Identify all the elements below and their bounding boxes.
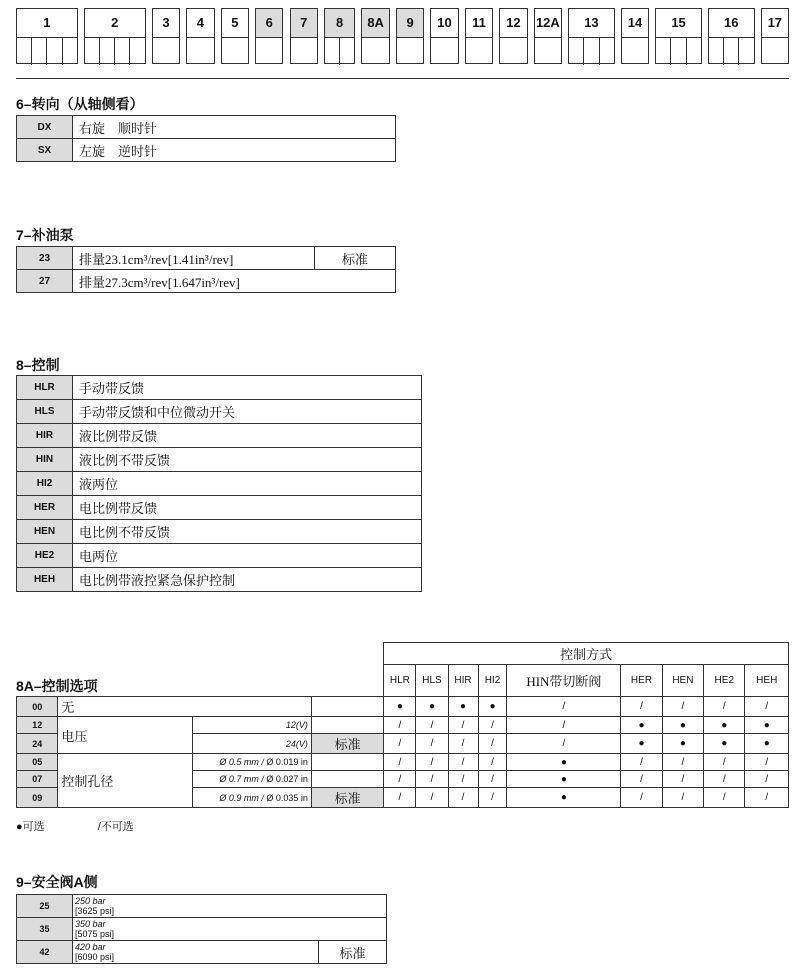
table-row	[17, 520, 422, 544]
option-desc: 电比例带反馈	[73, 496, 422, 520]
code-entry-cell	[686, 38, 701, 65]
code-entry-cells	[466, 37, 492, 65]
availability-mark: ●	[704, 717, 745, 734]
code-position-12	[499, 8, 527, 64]
availability-mark: /	[448, 754, 478, 771]
column-header: HEH	[745, 665, 789, 697]
availability-mark: /	[448, 788, 478, 808]
option-desc: 左旋 逆时针	[73, 139, 396, 162]
table-row	[17, 247, 396, 270]
code-position-label: 5	[231, 15, 239, 30]
pressure-psi: [5075 psi]	[75, 929, 115, 939]
availability-mark: /	[621, 788, 662, 808]
code-entry-cell	[291, 38, 317, 65]
code-position-11	[465, 8, 493, 64]
code-entry-cell	[114, 38, 129, 65]
column-header: HLR	[384, 665, 416, 697]
code-entry-cell	[569, 38, 583, 65]
option-code: HLS	[17, 400, 73, 424]
standard-cell	[311, 717, 383, 734]
section-9-table	[16, 894, 387, 964]
code-entry-cell	[656, 38, 670, 65]
option-value	[192, 734, 311, 754]
section-8-title: 8–控制	[16, 357, 60, 373]
code-entry-cells	[431, 37, 457, 65]
availability-mark: /	[745, 771, 789, 788]
availability-mark: ●	[662, 717, 703, 734]
availability-mark: /	[621, 697, 662, 717]
availability-mark: /	[662, 771, 703, 788]
option-code: HEN	[17, 520, 73, 544]
availability-mark: ●	[621, 734, 662, 754]
option-code: 00	[17, 697, 58, 717]
availability-mark: /	[478, 734, 507, 754]
table-row	[17, 116, 396, 139]
code-entry-cell	[535, 38, 561, 65]
code-position-7	[290, 8, 318, 64]
code-position-8	[324, 8, 355, 64]
column-header: HEN	[662, 665, 703, 697]
option-code: 25	[17, 895, 73, 918]
availability-mark: /	[448, 717, 478, 734]
table-row	[17, 941, 387, 964]
availability-mark: ●	[745, 717, 789, 734]
code-entry-cell	[129, 38, 144, 65]
code-position-label: 10	[437, 15, 452, 30]
option-code: 07	[17, 771, 58, 788]
option-desc: 排量23.1cm³/rev[1.41in³/rev]	[73, 247, 315, 270]
code-position-label: 17	[767, 15, 783, 30]
code-entry-cell	[325, 38, 339, 65]
code-entry-cell	[622, 38, 648, 65]
code-entry-cell	[709, 38, 723, 65]
table-row	[17, 754, 789, 771]
code-position-5	[221, 8, 249, 64]
availability-mark: /	[507, 697, 621, 717]
code-entry-cell	[762, 38, 788, 65]
code-position-label: 2	[111, 15, 119, 30]
code-entry-cell	[256, 38, 282, 65]
availability-mark: /	[384, 788, 416, 808]
availability-mark: /	[621, 754, 662, 771]
section-7-title: 7–补油泵	[16, 227, 74, 243]
code-entry-cells	[397, 37, 423, 65]
code-position-1	[16, 8, 78, 64]
code-entry-cells	[153, 37, 179, 65]
code-position-8A	[361, 8, 389, 64]
section-6-table	[16, 115, 396, 162]
code-entry-cell	[723, 38, 738, 65]
table-row	[17, 376, 422, 400]
code-position-14	[621, 8, 649, 64]
availability-mark: ●	[448, 697, 478, 717]
availability-mark: ●	[621, 717, 662, 734]
code-position-label: 15	[671, 15, 686, 30]
availability-mark: /	[478, 754, 507, 771]
option-group: 控制孔径	[58, 754, 193, 808]
table-row	[17, 918, 387, 941]
option-value-a: Ø 0.9 mm /	[219, 792, 267, 803]
table-row	[17, 895, 387, 918]
table-row	[17, 472, 422, 496]
availability-mark: ●	[416, 697, 448, 717]
option-group: 电压	[58, 717, 193, 754]
code-entry-cell	[397, 38, 423, 65]
option-desc: 液比例带反馈	[73, 424, 422, 448]
legend	[16, 818, 184, 834]
code-position-label: 1	[43, 15, 51, 30]
code-entry-cell	[670, 38, 685, 65]
code-entry-cells	[222, 37, 248, 65]
option-value-a: 24(V)	[285, 738, 308, 749]
availability-mark: /	[478, 717, 507, 734]
code-entry-cells	[622, 37, 648, 65]
code-entry-cells	[362, 37, 388, 65]
option-code: HI2	[17, 472, 73, 496]
code-position-6	[255, 8, 283, 64]
availability-mark: ●	[507, 788, 621, 808]
standard-mark: 标准	[311, 734, 383, 754]
code-position-3	[152, 8, 180, 64]
code-entry-cell	[222, 38, 248, 65]
option-code: HE2	[17, 544, 73, 568]
availability-mark: /	[416, 734, 448, 754]
code-position-16	[708, 8, 755, 64]
option-value	[192, 788, 311, 808]
availability-mark: ●	[745, 734, 789, 754]
code-position-2	[84, 8, 146, 64]
option-value-b: Ø 0.035 in	[266, 792, 308, 803]
code-position-label: 8A	[362, 9, 388, 37]
code-entry-cell	[431, 38, 457, 65]
standard-mark: 标准	[315, 247, 396, 270]
code-position-label: 6	[256, 9, 282, 37]
code-position-9	[396, 8, 424, 64]
availability-mark: /	[478, 771, 507, 788]
option-desc: 电比例带液控紧急保护控制	[73, 568, 422, 592]
option-code: 12	[17, 717, 58, 734]
code-position-label: 12A	[535, 15, 560, 30]
code-position-label: 13	[584, 15, 599, 30]
availability-mark: /	[448, 771, 478, 788]
legend-available: ●可选	[16, 821, 45, 833]
availability-mark: /	[384, 754, 416, 771]
code-position-17	[761, 8, 789, 64]
pressure-bar: 250 bar	[75, 896, 106, 906]
code-entry-cell	[62, 38, 77, 65]
option-code: HLR	[17, 376, 73, 400]
option-value-b: Ø 0.019 in	[266, 757, 308, 767]
code-entry-cells	[656, 37, 701, 65]
code-entry-cell	[738, 38, 753, 65]
standard-mark: 标准	[311, 788, 383, 808]
code-entry-cells	[709, 37, 754, 65]
pressure-value	[73, 895, 387, 918]
code-entry-cell	[599, 38, 614, 65]
option-code: 27	[17, 270, 73, 293]
option-value	[192, 754, 311, 771]
code-position-label: 14	[627, 15, 643, 30]
code-position-13	[568, 8, 615, 64]
availability-mark: /	[384, 734, 416, 754]
code-entry-cells	[762, 37, 788, 65]
code-position-label: 11	[472, 15, 486, 30]
option-code: HEH	[17, 568, 73, 592]
code-entry-cells	[500, 37, 526, 65]
availability-mark: /	[478, 788, 507, 808]
column-header: HER	[621, 665, 662, 697]
column-header: HE2	[704, 665, 745, 697]
option-value-a: Ø 0.7 mm /	[219, 774, 267, 784]
column-header: HIN带切断阀	[507, 665, 621, 697]
table-row	[17, 717, 789, 734]
section-9-title: 9–安全阀A侧	[16, 874, 98, 890]
availability-mark: /	[384, 771, 416, 788]
option-desc: 液两位	[73, 472, 422, 496]
availability-mark: /	[621, 771, 662, 788]
code-entry-cells	[17, 37, 77, 65]
option-code: HIN	[17, 448, 73, 472]
section-7-table	[16, 246, 396, 293]
blank	[17, 643, 384, 665]
code-entry-cells	[569, 37, 614, 65]
availability-mark: /	[416, 788, 448, 808]
code-position-10	[430, 8, 458, 64]
code-position-label: 4	[196, 15, 204, 30]
code-entry-cells	[535, 37, 561, 65]
availability-mark: /	[704, 754, 745, 771]
code-entry-cells	[291, 37, 317, 65]
table-row	[17, 568, 422, 592]
availability-mark: ●	[507, 754, 621, 771]
option-code: HER	[17, 496, 73, 520]
control-mode-header: 控制方式	[384, 643, 789, 665]
code-position-label: 12	[506, 15, 521, 30]
table-row	[17, 139, 396, 162]
option-desc: 手动带反馈和中位微动开关	[73, 400, 422, 424]
table-row	[17, 400, 422, 424]
option-desc: 手动带反馈	[73, 376, 422, 400]
code-position-15	[655, 8, 702, 64]
option-desc: 电两位	[73, 544, 422, 568]
availability-mark: /	[745, 697, 789, 717]
code-entry-cell	[31, 38, 46, 65]
availability-mark: ●	[478, 697, 507, 717]
standard-cell	[311, 754, 383, 771]
code-entry-cell	[466, 38, 492, 65]
code-entry-cell	[85, 38, 99, 65]
option-desc: 液比例不带反馈	[73, 448, 422, 472]
availability-mark: /	[704, 771, 745, 788]
code-position-12A	[534, 8, 562, 64]
pressure-psi: [6090 psi]	[75, 952, 115, 962]
code-position-label: 8	[325, 9, 354, 37]
section-8-table	[16, 375, 422, 592]
availability-mark: /	[416, 771, 448, 788]
header-row	[17, 643, 789, 665]
table-row	[17, 424, 422, 448]
option-code: SX	[17, 139, 73, 162]
availability-mark: ●	[384, 697, 416, 717]
option-value-a: 12(V)	[285, 720, 308, 730]
availability-mark: ●	[662, 734, 703, 754]
code-position-label: 3	[162, 15, 170, 30]
code-position-4	[186, 8, 214, 64]
availability-mark: /	[704, 697, 745, 717]
pressure-value	[73, 941, 319, 964]
availability-mark: /	[416, 754, 448, 771]
section-8a-table	[16, 642, 789, 808]
code-entry-cell	[339, 38, 354, 65]
column-header: HI2	[478, 665, 507, 697]
section-6-title: 6–转向（从轴侧看）	[16, 96, 144, 112]
code-entry-cell	[17, 38, 31, 65]
availability-mark: /	[662, 754, 703, 771]
code-entry-cell	[583, 38, 598, 65]
code-entry-cell	[500, 38, 526, 65]
availability-mark: /	[384, 717, 416, 734]
option-desc: 右旋 顺时针	[73, 116, 396, 139]
availability-mark: /	[745, 754, 789, 771]
code-entry-cells	[325, 37, 354, 65]
table-row	[17, 544, 422, 568]
code-position-label: 16	[724, 15, 739, 30]
pressure-value	[73, 918, 387, 941]
column-header: HIR	[448, 665, 478, 697]
code-entry-cell	[187, 38, 213, 65]
table-row	[17, 496, 422, 520]
availability-mark: /	[448, 734, 478, 754]
option-value	[192, 717, 311, 734]
divider	[16, 78, 789, 79]
availability-mark: ●	[704, 734, 745, 754]
code-entry-cell	[362, 38, 388, 65]
legend-unavailable: /不可选	[97, 821, 134, 833]
availability-mark: /	[745, 788, 789, 808]
option-desc: 排量27.3cm³/rev[1.647in³/rev]	[73, 270, 396, 293]
column-header: HLS	[416, 665, 448, 697]
code-position-label: 7	[291, 9, 317, 37]
blank	[17, 665, 384, 697]
availability-mark: /	[704, 788, 745, 808]
option-code: 05	[17, 754, 58, 771]
option-code: 42	[17, 941, 73, 964]
section-8a-title: 8A–控制选项	[16, 678, 98, 694]
availability-mark: /	[416, 717, 448, 734]
availability-mark: /	[662, 788, 703, 808]
option-code: 24	[17, 734, 58, 754]
option-desc: 电比例不带反馈	[73, 520, 422, 544]
option-code: 23	[17, 247, 73, 270]
code-entry-cell	[99, 38, 114, 65]
option-desc: 无	[58, 697, 312, 717]
option-value-a: Ø 0.5 mm /	[219, 757, 267, 767]
standard-cell	[311, 697, 383, 717]
code-entry-cells	[256, 37, 282, 65]
option-code: 09	[17, 788, 58, 808]
code-entry-cell	[46, 38, 61, 65]
availability-mark: /	[507, 717, 621, 734]
pressure-bar: 350 bar	[75, 919, 106, 929]
code-entry-cell	[153, 38, 179, 65]
table-row	[17, 270, 396, 293]
option-code: HIR	[17, 424, 73, 448]
option-value	[192, 771, 311, 788]
table-row	[17, 697, 789, 717]
pressure-bar: 420 bar	[75, 942, 106, 952]
standard-mark: 标准	[319, 941, 387, 964]
option-code: 35	[17, 918, 73, 941]
code-entry-cells	[85, 37, 145, 65]
standard-cell	[311, 771, 383, 788]
availability-mark: /	[507, 734, 621, 754]
table-row	[17, 448, 422, 472]
code-position-label: 9	[397, 9, 423, 37]
option-code: DX	[17, 116, 73, 139]
code-entry-cells	[187, 37, 213, 65]
pressure-psi: [3625 psi]	[75, 906, 115, 916]
option-value-b: Ø 0.027 in	[266, 774, 308, 784]
availability-mark: ●	[507, 771, 621, 788]
header-row	[17, 665, 789, 697]
availability-mark: /	[662, 697, 703, 717]
